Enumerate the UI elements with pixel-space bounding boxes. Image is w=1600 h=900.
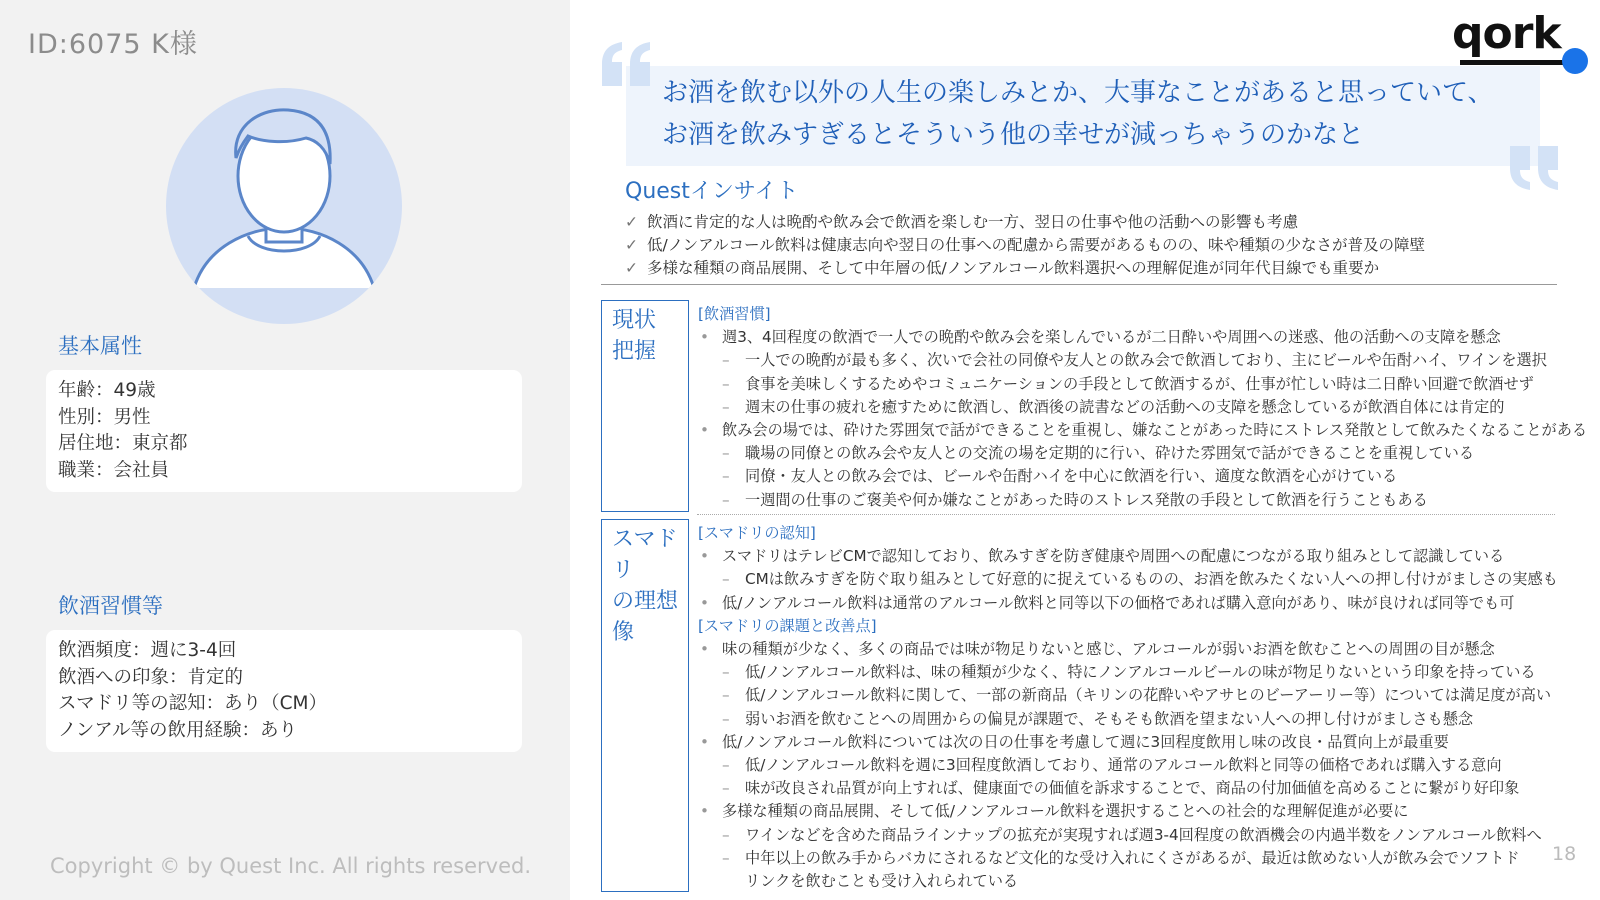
section-separator [697, 514, 1555, 515]
basic-attributes-title: 基本属性 [58, 334, 142, 358]
insight-list [625, 211, 1545, 280]
smadori-ideal-label: スマドリ の理想 像 [601, 519, 689, 892]
attr-age: 年齢：49歳 [58, 380, 156, 401]
page-number: 18 [1552, 843, 1577, 865]
attr-occupation: 職業：会社員 [58, 459, 170, 481]
avatar [166, 88, 402, 324]
bullet-item: • 多様な種類の商品展開、そして低/ノンアルコール飲料を選択することへの社会的な理解促進が必要に [698, 800, 1558, 823]
interview-quote: お酒を飲む以外の人生の楽しみとか、大事なことがあると思っていて、お酒を飲みすぎるとそういう他の幸せが減っちゃうのかなと [662, 78, 1494, 150]
bullet-item: • 週3、4回程度の飲酒で一人での晩酌や飲み会を楽しんでいるが二日酔いや周囲への迷惑、他の活動への支障を懸念 [698, 326, 1558, 349]
drinking-habits-title: 飲酒習慣等 [58, 594, 163, 618]
copyright: Copyright © by Quest Inc. All rights reserved. [50, 854, 532, 878]
attr-gender: 性別：男性 [58, 406, 151, 428]
logo-underline [1460, 60, 1566, 65]
section-header: [スマドリの認知] [698, 524, 816, 542]
insight-item: ✓ 飲酒に肯定的な人は晩酌や飲み会で飲酒を楽しむ一方、翌日の仕事や他の活動への影響も考慮 [625, 211, 1545, 234]
close-quote-icon [1508, 146, 1560, 190]
sub-bullet-item: – 同僚・友人との飲み会では、ビールや缶酎ハイを中心に飲酒を行い、適度な飲酒を心がけている [698, 465, 1558, 488]
section-header: [スマドリの課題と改善点] [698, 616, 877, 635]
check-icon: ✓ [625, 259, 638, 277]
insight-item: ✓ 低/ノンアルコール飲料は健康志向や翌日の仕事への配慮から需要があるものの、味や種類の少なさが普及の障壁 [625, 234, 1545, 257]
habit-frequency: 飲酒頻度：週に3-4回 [58, 640, 237, 661]
respondent-id: ID:6075 K様 [28, 29, 198, 60]
logo-text: qork [1452, 8, 1561, 59]
habit-impression: 飲酒への印象：肯定的 [58, 666, 244, 688]
bullet-item: • 低/ノンアルコール飲料は通常のアルコール飲料と同等以下の価格であれば購入意向があり、味が良ければ同等でも可 [698, 592, 1558, 615]
sub-bullet-item: – 一週間の仕事のご褒美や何か嫌なことがあった時のストレス発散の手段として飲酒を行うこともある [698, 489, 1558, 512]
drinking-habits-box [46, 630, 522, 752]
sub-bullet-item: – ワインなどを含めた商品ラインナップの拡充が実現すれば週3-4回程度の飲酒機会の内過半数をノンアルコール飲料へ [698, 824, 1558, 847]
check-icon: ✓ [625, 213, 638, 231]
sub-bullet-item: – 低/ノンアルコール飲料は、味の種類が少なく、特にノンアルコールビールの味が物足りないという印象を持っている [698, 661, 1558, 684]
sub-bullet-item: – 職場の同僚との飲み会や友人との交流の場を定期的に行い、砕けた雰囲気で話ができることを重視している [698, 442, 1558, 465]
check-icon: ✓ [625, 236, 638, 254]
basic-attributes-box [46, 370, 522, 492]
section-header: [飲酒習慣] [698, 305, 771, 323]
habit-nonalc-experience: ノンアル等の飲用経験：あり [58, 719, 298, 741]
logo-dot [1562, 48, 1588, 74]
current-status-label: 現状 把握 [601, 300, 689, 512]
sub-bullet-item: – 週末の仕事の疲れを癒すために飲酒し、飲酒後の読書などの活動への支障を懸念しているが飲酒自体には肯定的 [698, 396, 1558, 419]
habit-awareness: スマドリ等の認知：あり（CM） [58, 693, 328, 714]
bullet-item: • 飲み会の場では、砕けた雰囲気で話ができることを重視し、嫌なことがあった時にストレス発散として飲みたくなることがある [698, 419, 1558, 442]
sub-bullet-item: – CMは飲みすぎを防ぐ取り組みとして好意的に捉えているものの、お酒を飲みたくない人への押し付けがましさの実感も [698, 568, 1558, 591]
smadori-ideal-content [698, 522, 1558, 893]
profile-panel [0, 0, 570, 900]
divider [601, 284, 1557, 285]
insight-item: ✓ 多様な種類の商品展開、そして中年層の低/ノンアルコール飲料選択への理解促進が同年代目線でも重要か [625, 257, 1545, 280]
sub-bullet-item: – 食事を美味しくするためやコミュニケーションの手段として飲酒するが、仕事が忙しい時は二日酔い回避で飲酒せず [698, 373, 1558, 396]
sub-bullet-item: – 味が改良され品質が向上すれば、健康面での価値を訴求することで、商品の付加価値を高めることに繋がり好印象 [698, 777, 1558, 800]
sub-bullet-item: – 低/ノンアルコール飲料に関して、一部の新商品（キリンの花酔いやアサヒのビーアーリー等）については満足度が高い [698, 684, 1558, 707]
sub-bullet-item: – 弱いお酒を飲むことへの周囲からの偏見が課題で、そもそも飲酒を望まない人への押し付けがましさも懸念 [698, 708, 1558, 731]
bullet-item: • 味の種類が少なく、多くの商品では味が物足りないと感じ、アルコールが弱いお酒を飲むことへの周囲の目が懸念 [698, 638, 1558, 661]
bullet-item: • 低/ノンアルコール飲料については次の日の仕事を考慮して週に3回程度飲用し味の改良・品質向上が最重要 [698, 731, 1558, 754]
person-icon [166, 88, 402, 324]
sub-bullet-item: – 中年以上の飲み手からバカにされるなど文化的な受け入れにくさがあるが、最近は飲めない人が飲み会でソフトドリンクを飲むことも受け入れられている [698, 847, 1530, 893]
bullet-item: • スマドリはテレビCMで認知しており、飲みすぎを防ぎ健康や周囲への配慮につながる取り組みとして認識している [698, 545, 1558, 568]
sub-bullet-item: – 低/ノンアルコール飲料を週に3回程度飲酒しており、通常のアルコール飲料と同等の価格であれば購入する意向 [698, 754, 1558, 777]
open-quote-icon [600, 42, 652, 86]
attr-residence: 居住地：東京都 [58, 433, 188, 454]
sub-bullet-item: – 一人での晩酌が最も多く、次いで会社の同僚や友人との飲み会で飲酒しており、主にビールや缶酎ハイ、ワインを選択 [698, 349, 1558, 372]
current-status-content [698, 303, 1588, 512]
quest-insight-title: Questインサイト [625, 179, 799, 204]
